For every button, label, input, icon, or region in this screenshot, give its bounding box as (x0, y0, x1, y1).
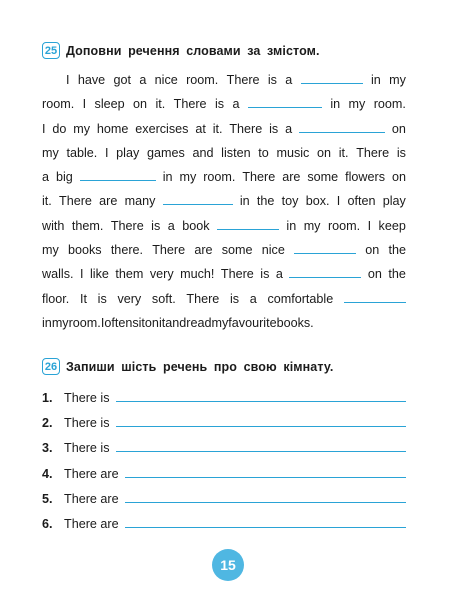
word: big (55, 170, 73, 185)
word: There (173, 97, 207, 112)
word: play (116, 145, 140, 160)
word: on (367, 267, 382, 282)
answer-line[interactable] (116, 415, 407, 427)
task-25-text (42, 68, 406, 335)
word: games (146, 145, 185, 160)
word: sleep (94, 97, 125, 112)
word: is (396, 145, 406, 160)
word: have (77, 73, 106, 87)
word: exercises (135, 121, 189, 136)
word: my (51, 315, 69, 330)
word: room. (327, 218, 361, 233)
word: them (115, 267, 144, 282)
word: a (249, 291, 257, 306)
word: book (182, 218, 210, 233)
word: a (285, 121, 293, 136)
task-25-number: 25 (42, 42, 60, 59)
row-lead-text: There are (64, 466, 119, 481)
text-line (42, 189, 406, 213)
text-line (42, 214, 406, 238)
text-line (42, 92, 406, 116)
row-number: 3. (42, 441, 53, 456)
word: some (221, 243, 253, 258)
text-line (42, 238, 406, 262)
word: play (382, 194, 406, 209)
word: There (152, 243, 186, 258)
word: my (389, 73, 406, 87)
word: I (79, 267, 84, 282)
word: in (330, 97, 341, 112)
word: room. (186, 73, 219, 87)
word: my (211, 315, 229, 330)
word: is (214, 97, 225, 112)
row-lead-text: There is (64, 391, 110, 405)
row-number: 6. (42, 517, 53, 531)
word: books. (276, 315, 314, 330)
task-25-header (42, 42, 320, 59)
task-26-number: 26 (42, 358, 60, 375)
word: There (59, 194, 92, 209)
word: floor. (42, 291, 70, 306)
word: in (42, 315, 52, 330)
page-number-badge: 15 (212, 549, 244, 581)
text-line (42, 117, 406, 141)
word: a (167, 218, 175, 233)
word: soft. (151, 291, 176, 306)
answer-line[interactable] (116, 390, 407, 402)
word: home (96, 121, 129, 136)
answer-blank[interactable] (163, 192, 233, 205)
answer-row (42, 415, 406, 430)
row-lead-text: There is (64, 441, 110, 456)
word: on (391, 121, 406, 136)
word: There (110, 218, 144, 233)
answer-blank[interactable] (299, 120, 385, 133)
row-lead-text: There are (64, 491, 119, 506)
row-number: 1. (42, 391, 53, 405)
word: to (258, 145, 269, 160)
word: It (79, 291, 87, 306)
word: it. (338, 145, 349, 160)
word: are (99, 194, 118, 209)
word: sit (132, 315, 145, 330)
word: with (42, 218, 65, 233)
answer-row (42, 390, 406, 405)
word: a (42, 170, 50, 185)
answer-blank[interactable] (289, 265, 361, 278)
task-26-header (42, 358, 333, 375)
word: books (68, 243, 102, 258)
word: I (104, 145, 109, 160)
word: keep (378, 218, 406, 233)
word: is (260, 267, 270, 282)
task-26-title: Запиши шість речень про свою кімнату. (66, 359, 334, 374)
word: I (82, 97, 87, 112)
answer-blank[interactable] (294, 241, 356, 254)
word: my (73, 121, 91, 136)
word: flowers (345, 170, 386, 185)
word: room. (203, 170, 236, 185)
word: walls. (42, 267, 74, 282)
word: many (124, 194, 156, 209)
word: the (256, 194, 275, 209)
word: a (232, 97, 240, 112)
word: in (239, 194, 250, 209)
word: I (42, 121, 46, 136)
word: is (267, 73, 277, 87)
text-line (42, 262, 406, 286)
word: I (367, 218, 372, 233)
answer-blank[interactable] (80, 168, 156, 181)
row-lead-text: There are (64, 517, 119, 531)
answer-row (42, 491, 406, 506)
word: There (186, 291, 220, 306)
word: in (370, 73, 381, 87)
answer-line[interactable] (125, 466, 406, 478)
answer-blank[interactable] (248, 95, 322, 108)
word: nice (261, 243, 285, 258)
word: my (42, 145, 59, 160)
answer-blank[interactable] (301, 71, 363, 84)
answer-line[interactable] (125, 516, 406, 528)
word: is (97, 291, 107, 306)
word: very (149, 267, 174, 282)
text-line (42, 68, 406, 92)
word: it (158, 315, 166, 330)
text-line (42, 287, 406, 311)
word: it. (212, 121, 223, 136)
word: the (388, 267, 406, 282)
text-line (42, 311, 406, 335)
word: nice (154, 73, 178, 87)
word: table. (66, 145, 98, 160)
word: comfortable (267, 291, 334, 306)
word: my (42, 243, 59, 258)
word: it. (155, 97, 166, 112)
word: often (104, 315, 133, 330)
word: room. (42, 97, 75, 112)
word: a (275, 267, 283, 282)
word: toy (281, 194, 299, 209)
row-number: 2. (42, 416, 53, 431)
word: There (226, 73, 260, 87)
answer-blank[interactable] (217, 217, 279, 230)
word: much! (180, 267, 215, 282)
word: There (220, 267, 254, 282)
word: on (144, 315, 159, 330)
word: There (229, 121, 263, 136)
text-line (42, 165, 406, 189)
word: on (317, 145, 332, 160)
word: some (307, 170, 339, 185)
task-25-title: Доповни речення словами за змістом. (66, 43, 320, 58)
word: box. (305, 194, 330, 209)
word: got (113, 73, 131, 87)
answer-line[interactable] (125, 491, 406, 503)
word: it. (42, 194, 52, 209)
word: I (66, 73, 70, 87)
row-number: 5. (42, 491, 53, 506)
word: and (192, 145, 214, 160)
text-line (42, 141, 406, 165)
word: at (195, 121, 206, 136)
word: I (336, 194, 341, 209)
word: there. (110, 243, 144, 258)
word: room. (373, 97, 406, 112)
answer-row (42, 440, 406, 455)
word: are (282, 170, 301, 185)
answer-row (42, 516, 406, 531)
word: often (347, 194, 376, 209)
word: music (276, 145, 310, 160)
word: I (100, 315, 105, 330)
word: favourite (228, 315, 277, 330)
word: on (391, 170, 406, 185)
word: There (356, 145, 390, 160)
word: like (89, 267, 109, 282)
word: my (348, 97, 366, 112)
word: the (388, 243, 406, 258)
word: them. (71, 218, 104, 233)
word: on (133, 97, 148, 112)
word: read (186, 315, 212, 330)
word: are (194, 243, 213, 258)
word: my (303, 218, 321, 233)
word: on (365, 243, 380, 258)
word: a (285, 73, 293, 87)
word: listen (221, 145, 251, 160)
row-number: 4. (42, 466, 53, 481)
word: my (179, 170, 197, 185)
word: room. (68, 315, 101, 330)
answer-row (42, 466, 406, 481)
word: a (139, 73, 147, 87)
word: is (229, 291, 240, 306)
word: in (162, 170, 173, 185)
word: is (269, 121, 279, 136)
word: in (286, 218, 297, 233)
word: There (242, 170, 276, 185)
word: very (117, 291, 142, 306)
row-lead-text: There is (64, 416, 110, 431)
answer-line[interactable] (116, 440, 407, 452)
word: is (151, 218, 161, 233)
word: do (52, 121, 67, 136)
word: and (165, 315, 187, 330)
answer-blank[interactable] (344, 290, 406, 303)
